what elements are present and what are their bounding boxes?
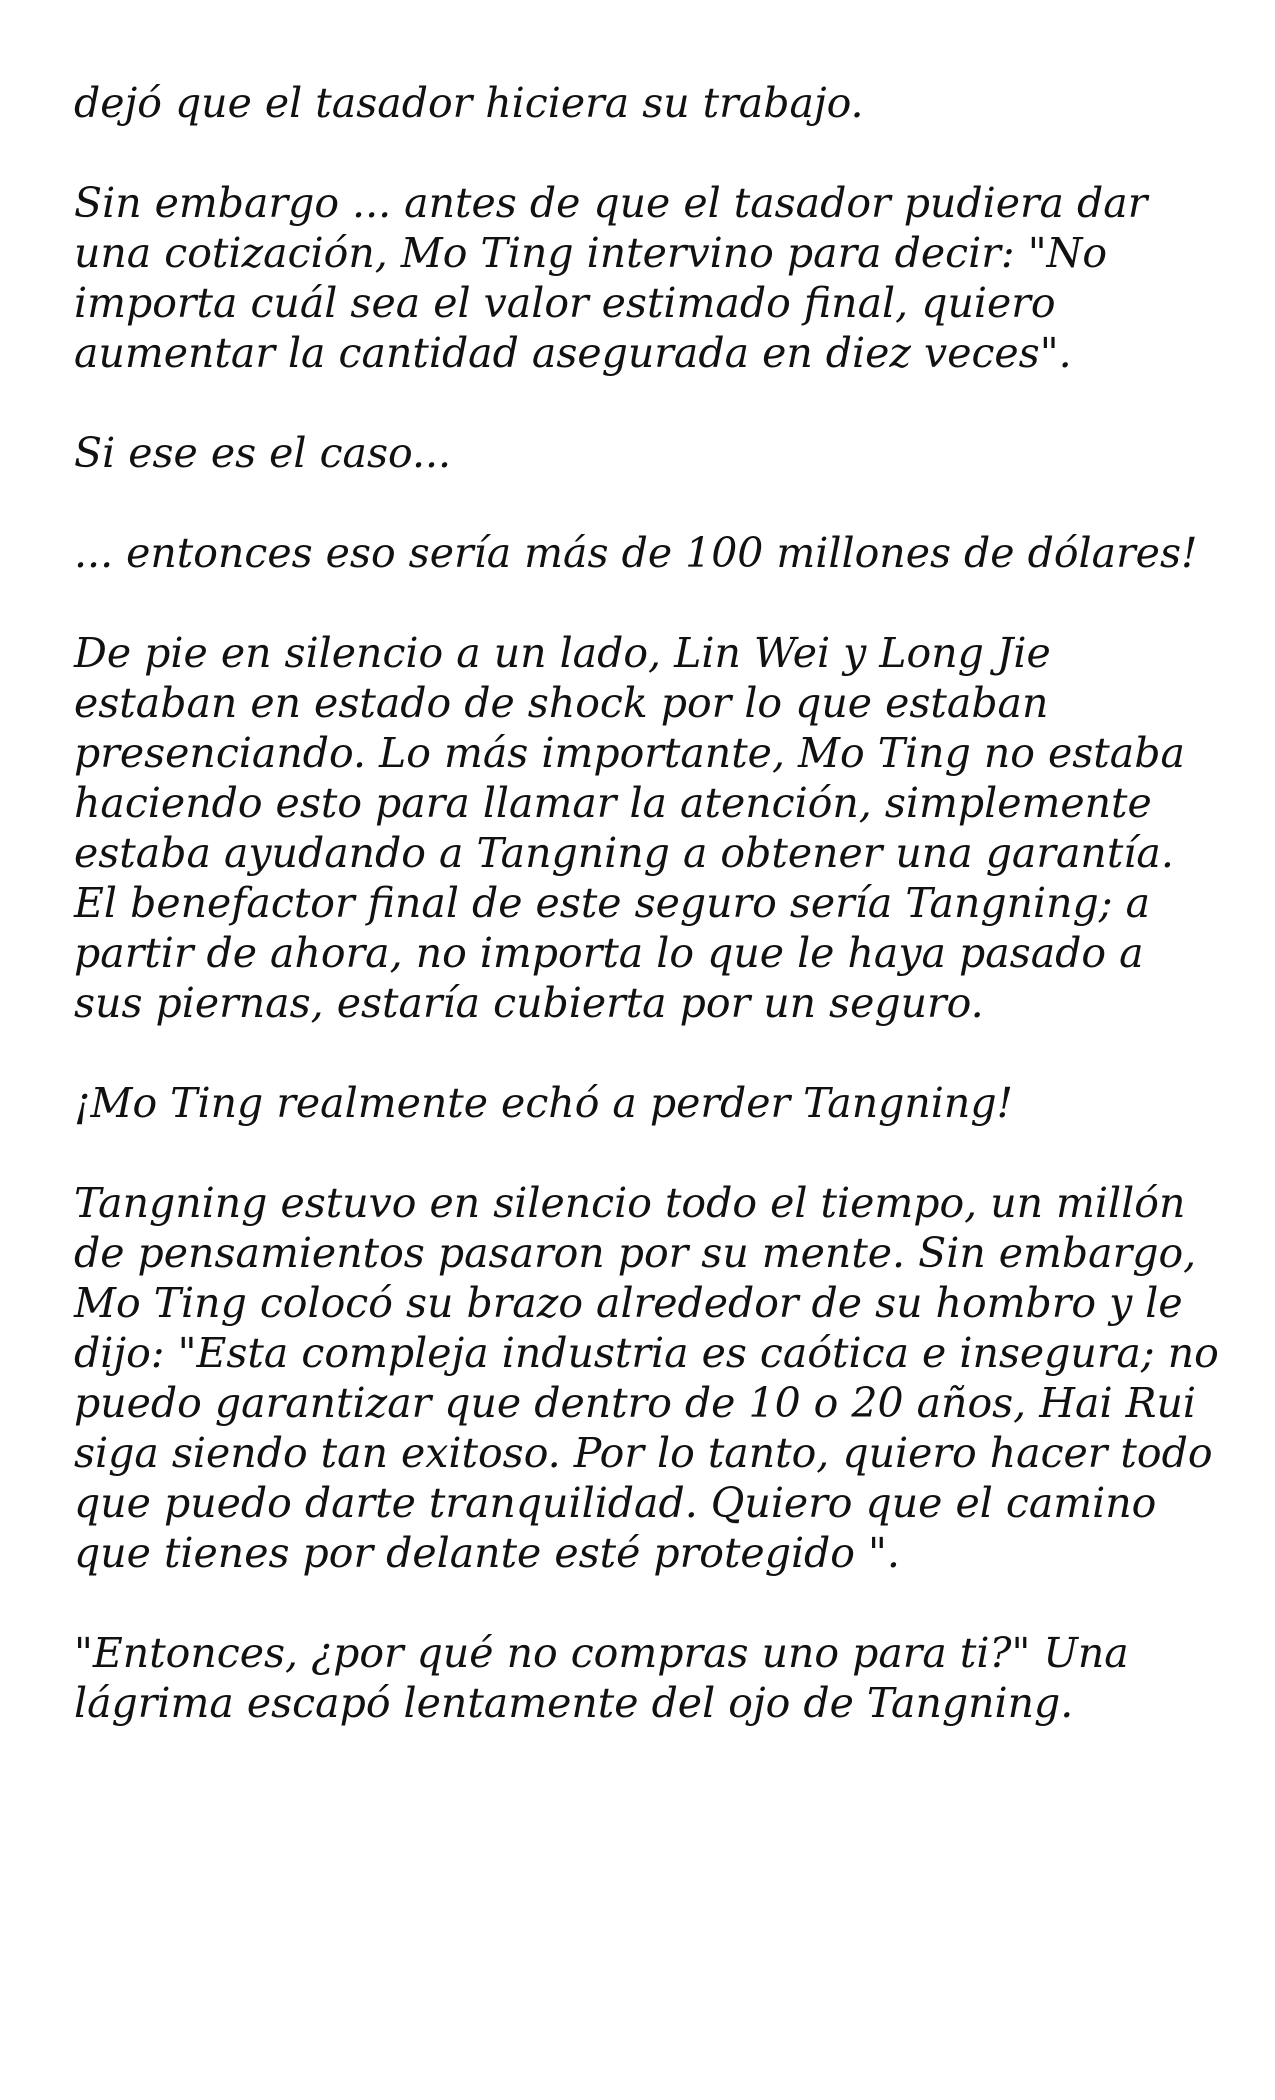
paragraph-7: Tangning estuvo en silencio todo el tiempo, un millón de pensamientos pasaron por su mente. Sin embargo, Mo Ting colocó su brazo alrededor de su hombro y le dijo: "Esta compleja industria es caótica e insegura; no puedo garantizar que dentro de 10 o 20 años, Hai Rui siga siendo tan exitoso. Por lo tanto, quiero hacer todo que puedo darte tranquilidad. Quiero que el camino que tienes por delante esté protegido ". — [74, 1179, 1219, 1577]
paragraph-2: Sin embargo ... antes de que el tasador pudiera dar una cotización, Mo Ting intervino para decir: "No importa cuál sea el valor estimado final, quiero aumentar la cantidad asegurada en diez veces". — [74, 179, 1148, 377]
paragraph-8: "Entonces, ¿por qué no compras uno para ti?" Una lágrima escapó lentamente del ojo de Tangning. — [74, 1629, 1129, 1727]
paragraph-5: De pie en silencio a un lado, Lin Wei y Long Jie estaban en estado de shock por lo que estaban presenciando. Lo más importante, Mo Ting no estaba haciendo esto para llamar la atención, simplemente estaba ayudando a Tangning a obtener una garantía. El benefactor final de este seguro sería Tangning; a partir de ahora, no importa lo que le haya pasado a sus piernas, estaría cubierta por un seguro. — [74, 629, 1185, 1027]
document-page — [74, 78, 1224, 1778]
paragraph-6: ¡Mo Ting realmente echó a perder Tangning! — [74, 1079, 1014, 1127]
paragraph-4: ... entonces eso sería más de 100 millones de dólares! — [74, 529, 1198, 577]
paragraph-3: Si ese es el caso... — [74, 429, 452, 477]
paragraph-1: dejó que el tasador hiciera su trabajo. — [74, 79, 864, 127]
